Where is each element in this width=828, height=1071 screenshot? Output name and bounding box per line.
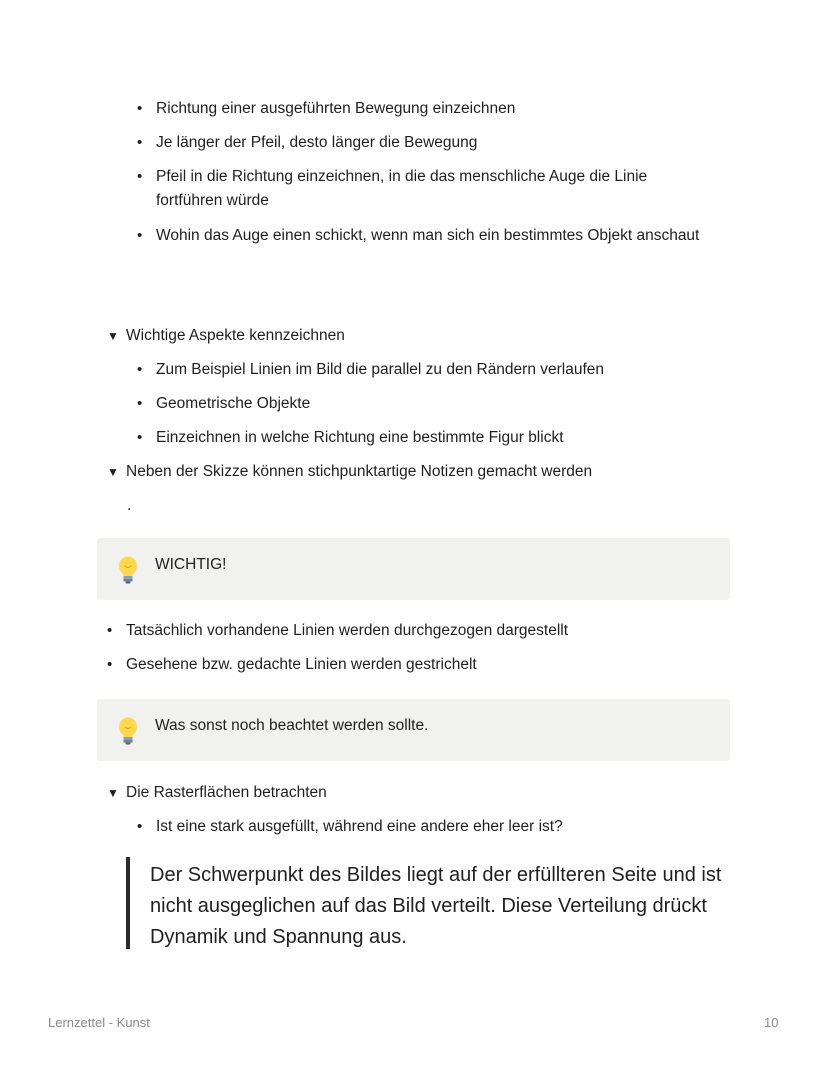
list-item-text: Je länger der Pfeil, desto länger die Bewegung — [156, 134, 478, 151]
bullet-icon: • — [137, 168, 143, 185]
toggle-title: Die Rasterflächen betrachten — [126, 784, 327, 801]
triangle-down-icon[interactable]: ▼ — [107, 465, 119, 479]
triangle-down-icon[interactable]: ▼ — [107, 786, 119, 800]
bullet-icon: • — [137, 818, 143, 835]
footer-title: Lernzettel - Kunst — [48, 1015, 150, 1030]
list-item — [137, 392, 737, 416]
list-item — [137, 426, 737, 450]
bullet-icon: • — [107, 656, 113, 673]
list-item — [137, 97, 737, 121]
list-item-text: Geometrische Objekte — [156, 395, 311, 412]
bullet-icon: • — [137, 429, 143, 446]
bullet-icon: • — [137, 395, 143, 412]
list-item-text: Einzeichnen in welche Richtung eine bestimmte Figur blickt — [156, 429, 564, 446]
list-item — [137, 131, 737, 155]
toggle-block-notizen[interactable] — [107, 460, 727, 484]
toggle-block-rasterflaechen[interactable] — [107, 781, 707, 805]
toggle-title: Wichtige Aspekte kennzeichnen — [126, 327, 345, 344]
bullet-icon: • — [137, 227, 143, 244]
callout-text: Was sonst noch beachtet werden sollte. — [155, 717, 429, 734]
quote-block — [126, 857, 750, 949]
lightbulb-icon — [116, 716, 140, 746]
list-item — [137, 815, 737, 839]
list-item — [137, 358, 737, 382]
triangle-down-icon[interactable]: ▼ — [107, 329, 119, 343]
lightbulb-icon — [116, 555, 140, 585]
toggle-content: . — [127, 497, 132, 514]
bullet-icon: • — [137, 134, 143, 151]
quote-text: Der Schwerpunkt des Bildes liegt auf der erfüllteren Seite und ist nicht ausgeglichen auf das Bild verteilt. Diese Verteilung drückt Dynamik und Spannung aus. — [150, 864, 722, 948]
bullet-icon: • — [107, 622, 113, 639]
list-item-text: Gesehene bzw. gedachte Linien werden gestrichelt — [126, 656, 477, 673]
list-item-text: Wohin das Auge einen schickt, wenn man sich ein bestimmtes Objekt anschaut — [156, 227, 700, 244]
bullet-icon: • — [137, 100, 143, 117]
toggle-title: Neben der Skizze können stichpunktartige Notizen gemacht werden — [126, 463, 593, 480]
callout-hinweis — [97, 699, 730, 761]
list-item — [137, 224, 757, 248]
list-item-text: Richtung einer ausgeführten Bewegung einzeichnen — [156, 100, 516, 117]
list-item-text: Tatsächlich vorhandene Linien werden durchgezogen dargestellt — [126, 622, 569, 639]
list-item — [137, 165, 697, 213]
callout-text: WICHTIG! — [155, 556, 227, 573]
list-item-text: Pfeil in die Richtung einzeichnen, in die das menschliche Auge die Linie fortführen würde — [156, 168, 648, 209]
callout-wichtig — [97, 538, 730, 600]
list-item — [107, 619, 727, 643]
list-item-text: Zum Beispiel Linien im Bild die parallel zu den Rändern verlaufen — [156, 361, 605, 378]
toggle-block-wichtige-aspekte[interactable] — [107, 324, 707, 348]
list-item-text: Ist eine stark ausgefüllt, während eine andere eher leer ist? — [156, 818, 563, 835]
page-number: 10 — [764, 1015, 779, 1030]
list-item — [107, 653, 727, 677]
bullet-icon: • — [137, 361, 143, 378]
